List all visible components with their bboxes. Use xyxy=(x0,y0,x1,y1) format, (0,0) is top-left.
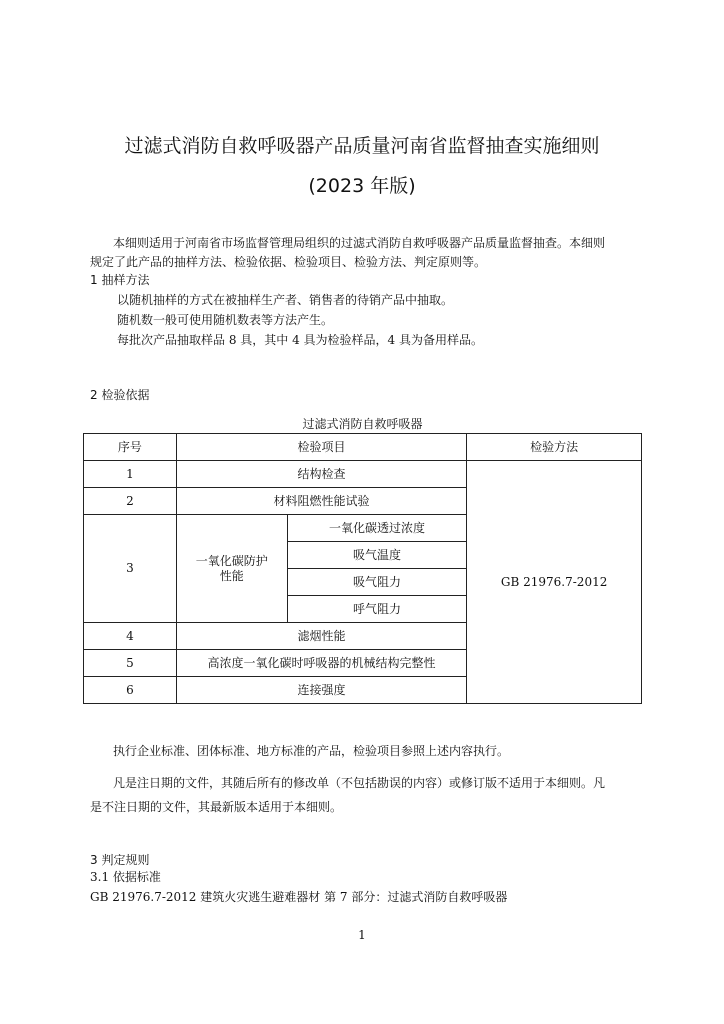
table-row xyxy=(84,461,642,488)
row-no: 5 xyxy=(84,650,177,677)
section-1-para-3: 每批次产品抽取样品 8 具，其中 4 具为检验样品，4 具为备用样品。 xyxy=(117,333,483,347)
row-no: 6 xyxy=(84,677,177,704)
row-item: 连接强度 xyxy=(176,677,466,704)
intro-line-1: 本细则适用于河南省市场监督管理局组织的过滤式消防自救呼吸器产品质量监督抽查。本细则 xyxy=(113,236,606,250)
section-3-subheading: 3.1 依据标准 xyxy=(90,870,161,884)
row-no: 3 xyxy=(84,515,177,623)
header-method: 检验方法 xyxy=(467,434,642,461)
intro-line-2: 规定了此产品的抽样方法、检验依据、检验项目、检验方法、判定原则等。 xyxy=(90,255,487,269)
section-2-heading: 2 检验依据 xyxy=(90,388,150,402)
header-item: 检验项目 xyxy=(176,434,466,461)
row-subitem: 呼气阻力 xyxy=(287,596,467,623)
document-title: 过滤式消防自救呼吸器产品质量河南省监督抽查实施细则 xyxy=(124,135,600,157)
row-group: 一氧化碳防护性能 xyxy=(176,515,287,623)
row-no: 4 xyxy=(84,623,177,650)
row-subitem: 吸气温度 xyxy=(287,542,467,569)
section-2-note-2-line-2: 是不注日期的文件，其最新版本适用于本细则。 xyxy=(90,800,343,814)
section-1-para-2: 随机数一般可使用随机数表等方法产生。 xyxy=(117,313,334,327)
row-item: 结构检查 xyxy=(176,461,466,488)
section-3-standard: GB 21976.7-2012 建筑火灾逃生避难器材 第 7 部分：过滤式消防自救呼吸器 xyxy=(90,890,508,904)
row-item: 高浓度一氧化碳时呼吸器的机械结构完整性 xyxy=(176,650,466,677)
section-1-para-1: 以随机抽样的方式在被抽样生产者、销售者的待销产品中抽取。 xyxy=(117,293,454,307)
row-item: 材料阻燃性能试验 xyxy=(176,488,466,515)
row-subitem: 吸气阻力 xyxy=(287,569,467,596)
row-no: 2 xyxy=(84,488,177,515)
section-3-heading: 3 判定规则 xyxy=(90,853,150,867)
inspection-table xyxy=(83,433,642,704)
header-no: 序号 xyxy=(84,434,177,461)
row-item: 滤烟性能 xyxy=(176,623,466,650)
page-number: 1 xyxy=(358,928,366,942)
section-2-note-2-line-1: 凡是注日期的文件，其随后所有的修改单（不包括勘误的内容）或修订版不适用于本细则。凡 xyxy=(113,776,606,790)
document-edition: (2023 年版) xyxy=(308,175,416,197)
section-1-heading: 1 抽样方法 xyxy=(90,273,150,287)
table-caption: 过滤式消防自救呼吸器 xyxy=(302,417,423,431)
row-no: 1 xyxy=(84,461,177,488)
section-2-note-1: 执行企业标准、团体标准、地方标准的产品，检验项目参照上述内容执行。 xyxy=(113,744,510,758)
method-cell: GB 21976.7-2012 xyxy=(467,461,642,704)
table-header-row xyxy=(84,434,642,461)
row-subitem: 一氧化碳透过浓度 xyxy=(287,515,467,542)
